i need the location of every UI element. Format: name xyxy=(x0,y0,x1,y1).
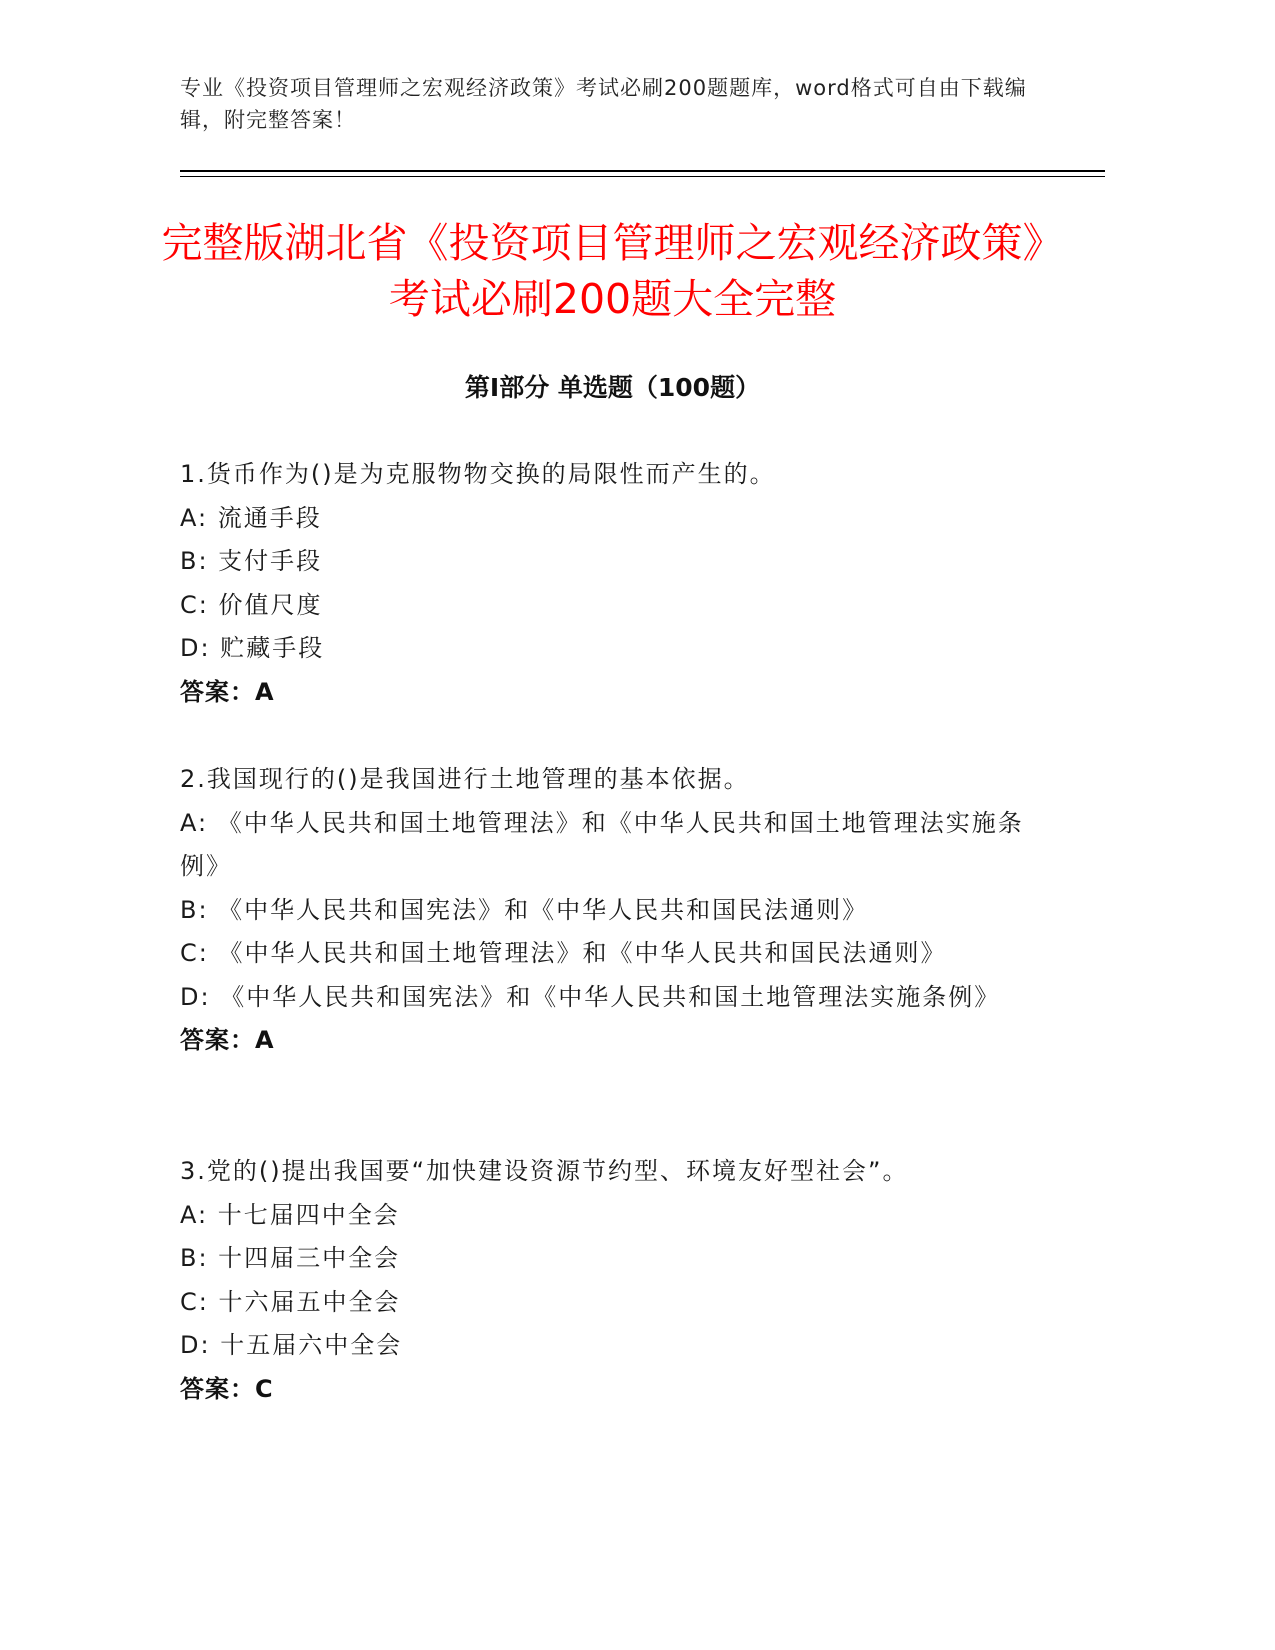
option-a: A: 《中华人民共和国土地管理法》和《中华人民共和国土地管理法实施条例》 xyxy=(180,808,1024,880)
question-stem: 3.党的()提出我国要“加快建设资源节约型、环境友好型社会”。 xyxy=(180,1157,909,1185)
question-stem: 1.货币作为()是为克服物物交换的局限性而产生的。 xyxy=(180,460,776,488)
option-c: C: 《中华人民共和国土地管理法》和《中华人民共和国民法通则》 xyxy=(180,939,947,967)
option-a: A: 十七届四中全会 xyxy=(180,1200,400,1229)
header-rule-thin xyxy=(180,176,1105,177)
question-2 xyxy=(180,758,1040,1063)
header-note: 专业《投资项目管理师之宏观经济政策》考试必刷200题题库，word格式可自由下载编辑，附完整答案！ xyxy=(180,76,1027,132)
option-d: D: 十五届六中全会 xyxy=(180,1331,403,1359)
option-d: D: 贮藏手段 xyxy=(180,634,325,662)
option-b: B: 十四届三中全会 xyxy=(180,1244,401,1272)
answer-label: 答案：A xyxy=(180,677,275,706)
answer-label: 答案：C xyxy=(180,1374,274,1403)
question-3 xyxy=(180,1150,1040,1411)
question-stem: 2.我国现行的()是我国进行土地管理的基本依据。 xyxy=(180,765,750,793)
option-b: B: 支付手段 xyxy=(180,547,323,575)
option-a: A: 流通手段 xyxy=(180,503,322,532)
answer-label: 答案：A xyxy=(180,1026,275,1054)
section-heading: 第I部分 单选题（100题） xyxy=(464,373,761,402)
option-c: C: 十六届五中全会 xyxy=(180,1287,401,1316)
option-c: C: 价值尺度 xyxy=(180,590,323,619)
option-d: D: 《中华人民共和国宪法》和《中华人民共和国土地管理法实施条例》 xyxy=(180,982,1001,1011)
header-rule-thick xyxy=(180,170,1105,172)
option-b: B: 《中华人民共和国宪法》和《中华人民共和国民法通则》 xyxy=(180,895,869,924)
question-1 xyxy=(180,453,1040,714)
document-title: 完整版湖北省《投资项目管理师之宏观经济政策》考试必刷200题大全完整 xyxy=(161,219,1064,323)
